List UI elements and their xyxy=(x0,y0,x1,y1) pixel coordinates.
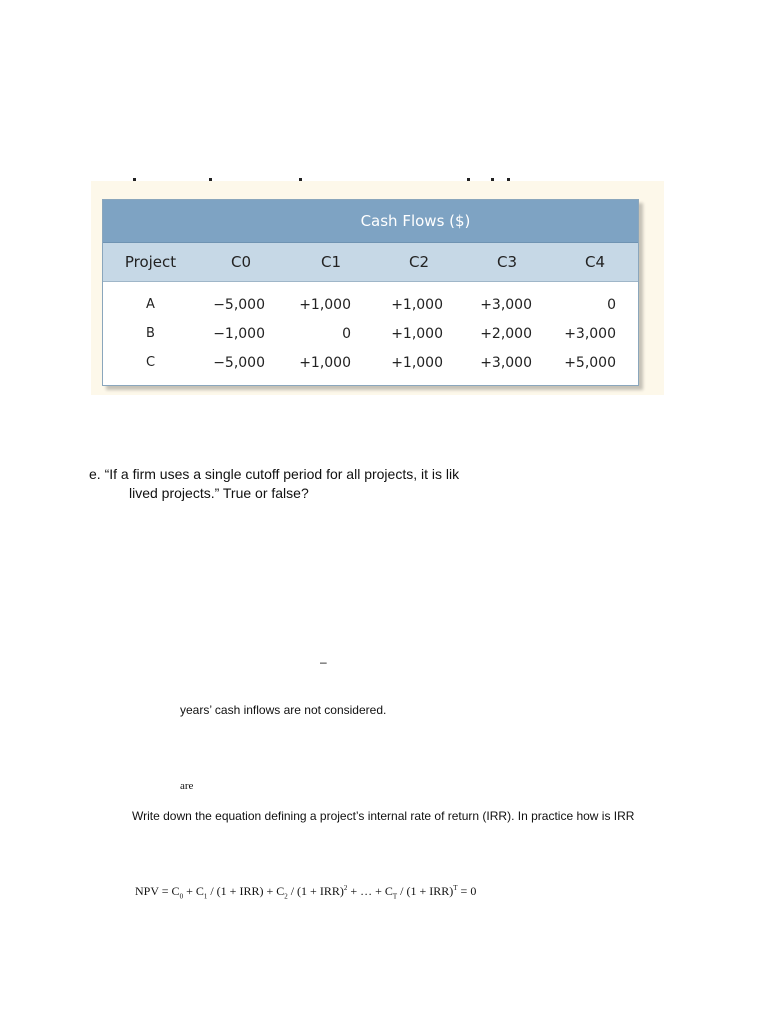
irr-question: Write down the equation defining a project’s internal rate of return (IRR). In practice how is IRR xyxy=(132,809,635,823)
column-header-c1: C1 xyxy=(320,253,342,271)
cell-c0: −5,000 xyxy=(213,297,265,313)
cell-c4: 0 xyxy=(607,297,616,313)
cash-flows-table xyxy=(102,199,639,386)
cell-c2: +1,000 xyxy=(391,326,443,342)
answer-fragment-are: are xyxy=(180,780,194,792)
cell-project: C xyxy=(145,355,156,370)
cell-c4: +3,000 xyxy=(564,326,616,342)
column-header-c4: C4 xyxy=(584,253,606,271)
column-header-c0: C0 xyxy=(230,253,252,271)
cell-c4: +5,000 xyxy=(564,355,616,371)
cell-c0: −5,000 xyxy=(213,355,265,371)
cash-flows-header: Cash Flows ($) xyxy=(360,212,471,230)
cell-c2: +1,000 xyxy=(391,297,443,313)
answer-fragment-years: years’ cash inflows are not considered. xyxy=(180,703,387,717)
cell-c1: 0 xyxy=(342,326,351,342)
dash-mark: – xyxy=(320,655,327,669)
column-header-c3: C3 xyxy=(496,253,518,271)
cell-c1: +1,000 xyxy=(299,355,351,371)
irr-equation: NPV = $C_0 + C_1 / (1 + IRR) + C_2 / (1 + IRR)^2$ + … + $C_T / (1 + IRR)^T = 0$ xyxy=(135,884,477,901)
cell-c3: +3,000 xyxy=(480,297,532,313)
cell-c3: +3,000 xyxy=(480,355,532,371)
cell-c3: +2,000 xyxy=(480,326,532,342)
question-e-line-1: e. “If a firm uses a single cutoff period for all projects, it is lik xyxy=(89,466,460,482)
cell-project: A xyxy=(146,297,155,312)
cell-c0: −1,000 xyxy=(213,326,265,342)
question-e-line-2: lived projects.” True or false? xyxy=(129,485,309,501)
column-header-project: Project xyxy=(124,253,177,271)
cell-c1: +1,000 xyxy=(299,297,351,313)
cell-c2: +1,000 xyxy=(391,355,443,371)
column-header-c2: C2 xyxy=(408,253,430,271)
cropped-text-line xyxy=(91,172,664,184)
cell-project: B xyxy=(146,326,155,341)
